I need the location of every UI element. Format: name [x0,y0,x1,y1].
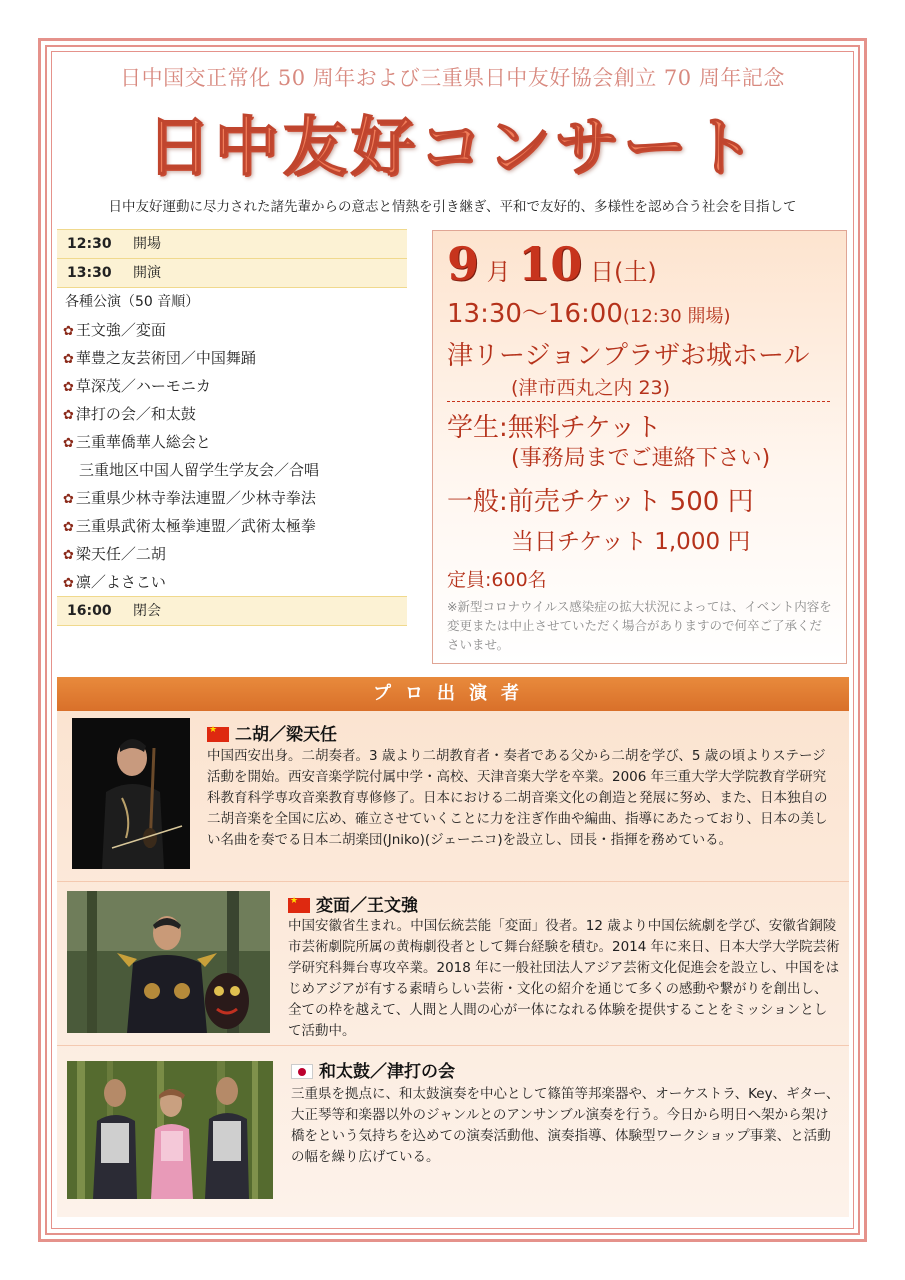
performance-item: ✿ 華豊之友芸術団／中国舞踊 [63,349,256,367]
schedule-row-close [57,596,407,626]
performer-bio: 中国西安出身。二胡奏者。3 歳より二胡教育者・奏者である父から二胡を学び、5 歳の頃よりステージ活動を開始。西安音楽学院付属中学・高校、天津音楽大学を卒業。2006 年三重大学大学院教育学研究科教育科学専攻音楽教育専修修了。日本における二胡音楽文化の創造と発展に努め、また、日本独自の二胡音楽を全国に広め、確立させていくことに力を注ぎ作曲や編曲、指導にあたっており、日本の美しい名曲を奏でる日本二胡楽団(Jniko)(ジェーニコ)を設立し、団長・指揮を務めている。 [207,748,828,848]
performance-item: ✿ 梁天任／二胡 [63,545,166,563]
performer-bio: 三重県を拠点に、和太鼓演奏を中心として篠笛等邦楽器や、オーケストラ、Key、ギター、大正琴等和楽器以外のジャンルとのアンサンブル演奏を行う。今日から明日へ架から架け橋をという気持ちを込めての演奏活動他、演奏指導、体験型ワークショップ事業、と活動の幅を繰り広げている。 [291,1086,840,1165]
covid-notice: ※新型コロナウイルス感染症の拡大状況によっては、イベント内容を変更または中止させていただく場合がありますので何卒ご了承くださいませ。 [447,599,832,652]
date-month-unit: 月 [486,258,511,286]
performer-name: 和太鼓／津打の会 [291,1057,455,1082]
performance-item: ✿ 三重県武術太極拳連盟／武術太極拳 [63,517,316,535]
flower-bullet-icon: ✿ [63,436,74,451]
event-date [447,237,657,291]
performances-header: 各種公演（50 音順） [65,294,200,310]
open-label: 開場 [133,236,161,252]
performer-divider [57,881,849,882]
performance-item: ✿ 草深茂／ハーモニカ [63,377,211,395]
taiko-group-photo [67,1061,273,1199]
capacity: 定員:600名 [447,569,547,591]
flower-bullet-icon: ✿ [63,324,74,339]
flower-bullet-icon: ✿ [63,408,74,423]
event-time: 13:30～16:00(12:30 開場) [447,299,731,329]
day-of-ticket: 当日チケット 1,000 円 [511,529,751,555]
face-changing-performer-photo [67,891,270,1033]
date-month: 9 [447,237,480,291]
erhu-player-photo [72,718,190,869]
event-address: (津市西丸之内 23) [511,377,671,399]
event-info-box [432,230,847,664]
performance-item: ✿ 津打の会／和太鼓 [63,405,196,423]
performers-header: プロ出演者 [57,677,849,711]
open-time: 12:30 [67,236,112,252]
performer-name: ★変面／王文強 [288,891,418,916]
start-label: 開演 [133,265,161,281]
flower-bullet-icon: ✿ [63,520,74,535]
performance-item: ✿ 凛／よさこい [63,573,166,591]
close-label: 閉会 [133,603,161,619]
performer-bio: 中国安徽省生まれ。中国伝統芸能「変面」役者。12 歳より中国伝統劇を学び、安徽省銅陵市芸術劇院所属の黄梅劇役者として舞台経験を積む。2014 年に来日、日本大学大学院芸術学研究科舞台専攻卒業。2018 年に一般社団法人アジア芸術文化促進会を設立し、中国をはじめアジアが有する素晴らしい芸術・文化の紹介を通じて多くの感動や繋がりを創出し、全ての枠を越えて、人間と人間の心が一体になれる体験を提供することをミッションとして活動中。 [288,918,840,1039]
performance-item: ✿ 三重県少林寺拳法連盟／少林寺拳法 [63,489,316,507]
performance-item: ✿ 三重華僑華人総会と [63,433,211,451]
flower-bullet-icon: ✿ [63,492,74,507]
japan-flag-icon [291,1064,313,1079]
date-day: 10 [518,237,583,291]
flower-bullet-icon: ✿ [63,380,74,395]
start-time: 13:30 [67,265,112,281]
general-advance-ticket: 一般:前売チケット 500 円 [447,487,754,517]
anniversary-supertitle: 日中国交正常化 50 周年および三重県日中友好協会創立 70 周年記念 [120,66,785,90]
schedule-row-open [57,229,407,259]
flower-bullet-icon: ✿ [63,352,74,367]
schedule-row-start [57,259,407,288]
performance-item: ✿ 王文強／変面 [63,321,166,339]
concert-title: 日中友好コンサート [146,111,759,185]
student-ticket-note: (事務局までご連絡下さい) [511,446,771,471]
performance-item-continued: 三重地区中国人留学生学友会／合唱 [79,461,320,479]
schedule-list [57,229,407,626]
tagline: 日中友好運動に尽力された諸先輩からの意志と情熱を引き継ぎ、平和で友好的、多様性を認め合う社会を目指して [108,199,797,215]
event-time-note: (12:30 開場) [622,306,731,327]
student-ticket: 学生:無料チケット [447,413,662,443]
flower-bullet-icon: ✿ [63,576,74,591]
close-time: 16:00 [67,603,112,619]
performer-divider [57,1045,849,1046]
performer-name: ★二胡／梁天任 [207,720,337,745]
date-day-unit: 日(土) [589,258,657,286]
flower-bullet-icon: ✿ [63,548,74,563]
event-venue: 津リージョンプラザお城ホール [447,341,810,371]
china-flag-icon [288,898,310,913]
dashed-divider [447,401,830,402]
china-flag-icon [207,727,229,742]
